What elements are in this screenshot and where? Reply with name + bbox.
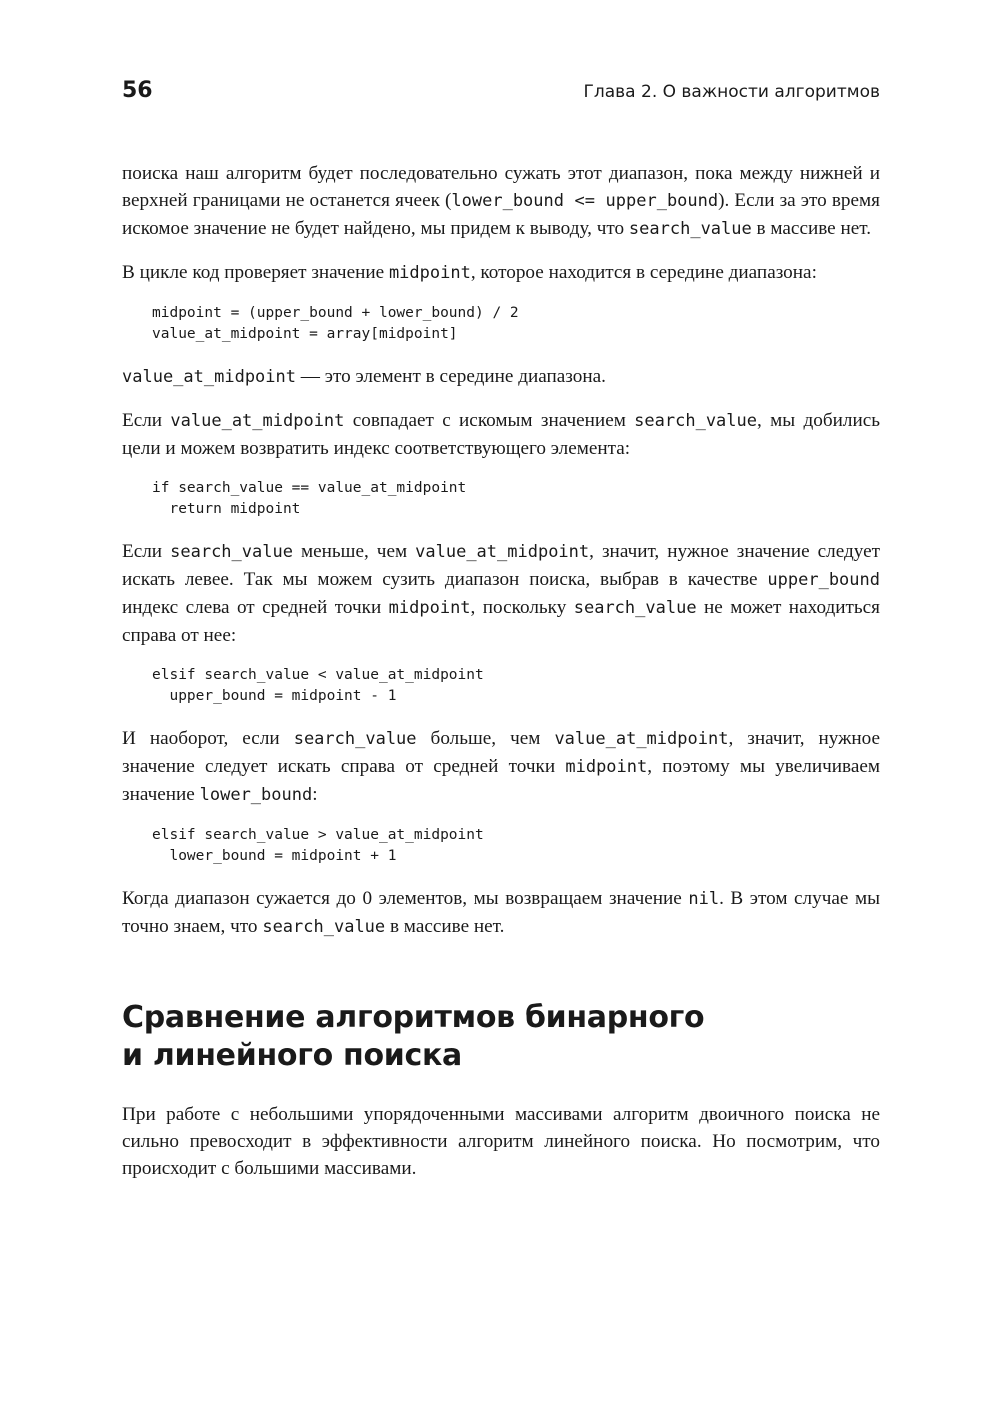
text: больше, чем (416, 728, 555, 749)
text: , поэтому мы увеличиваем значение (122, 756, 880, 805)
text: И наоборот, если (122, 728, 294, 749)
paragraph-2 (122, 259, 880, 287)
text: , значит, нужное значение следует искать левее. Так мы можем сузить диапазон поиска, выбрав в качестве (122, 541, 880, 590)
running-title: Глава 2. О важности алгоритмов (583, 82, 880, 102)
inline-code: midpoint (565, 757, 648, 777)
inline-code: lower_bound (199, 785, 313, 805)
paragraph-6 (122, 725, 880, 809)
text: — это элемент в середине диапазона. (296, 366, 606, 387)
text: . В этом случае мы точно знаем, что (122, 888, 880, 937)
text: меньше, чем (292, 541, 416, 562)
text: совпадает с искомым значением (344, 410, 635, 431)
page-body (122, 160, 880, 1198)
text: не может находиться справа от нее: (122, 597, 880, 646)
inline-code: search_value (573, 598, 697, 618)
paragraph-4 (122, 407, 880, 462)
section-heading-line: и линейного поиска (122, 1038, 462, 1073)
inline-code: upper_bound (767, 570, 880, 590)
inline-code: search_value (262, 917, 386, 937)
code-block-elsif-greater: elsif search_value > value_at_midpoint lower_bound = midpoint + 1 (152, 827, 484, 864)
text: Если (122, 541, 171, 562)
text: Если (122, 410, 171, 431)
code-block-elsif-less: elsif search_value < value_at_midpoint upper_bound = midpoint - 1 (152, 667, 484, 704)
text: , поскольку (470, 597, 574, 618)
inline-code: midpoint (388, 598, 471, 618)
inline-code: search_value (293, 729, 417, 749)
paragraph-5 (122, 538, 880, 649)
inline-code: search_value (628, 219, 752, 239)
paragraph-3 (122, 363, 880, 391)
text: в массиве нет. (385, 916, 505, 937)
text: Когда диапазон сужается до 0 элементов, мы возвращаем значение (122, 888, 689, 909)
inline-code: midpoint (388, 263, 471, 283)
section-heading-line: Сравнение алгоритмов бинарного (122, 1000, 705, 1035)
inline-code: search_value (170, 542, 293, 562)
text: В цикле код проверяет значение (122, 262, 389, 283)
text: ). Если за это время искомое значение не будет найдено, мы придем к выводу, что (122, 190, 880, 239)
text: : (312, 784, 318, 805)
inline-code: search_value (634, 411, 757, 431)
text: поиска наш алгоритм будет последовательно сужать этот диапазон, пока между нижней и верхней границами не останется ячеек ( (122, 163, 880, 211)
inline-code: nil (688, 889, 720, 909)
inline-code: value_at_midpoint (415, 542, 590, 562)
paragraph-8: При работе с небольшими упорядоченными массивами алгоритм двоичного поиска не сильно превосходит в эффективности алгоритм линейного поиска. Но посмотрим, что происходит с большими массивами. (122, 1104, 880, 1179)
paragraph-1 (122, 160, 880, 243)
text: в массиве нет. (751, 218, 872, 239)
code-block-if: if search_value == value_at_midpoint return midpoint (152, 480, 467, 517)
inline-code: value_at_midpoint (554, 729, 729, 749)
text: , значит, нужное значение следует искать справа от средней точки (122, 728, 881, 777)
paragraph-7 (122, 885, 880, 941)
page-number: 56 (122, 78, 153, 103)
page-header (122, 78, 880, 108)
inline-code: value_at_midpoint (170, 411, 345, 431)
text: индекс слева от средней точки (122, 597, 389, 618)
code-block-midpoint: midpoint = (upper_bound + lower_bound) / 2 value_at_midpoint = array[midpoint] (152, 305, 519, 342)
inline-code: lower_bound <= upper_bound (451, 191, 719, 211)
text: , которое находится в середине диапазона: (470, 262, 817, 283)
text: , мы добились цели и можем возвратить индекс соответствующего элемента: (122, 410, 880, 459)
inline-code: value_at_midpoint (122, 367, 296, 387)
section-heading (122, 999, 880, 1075)
